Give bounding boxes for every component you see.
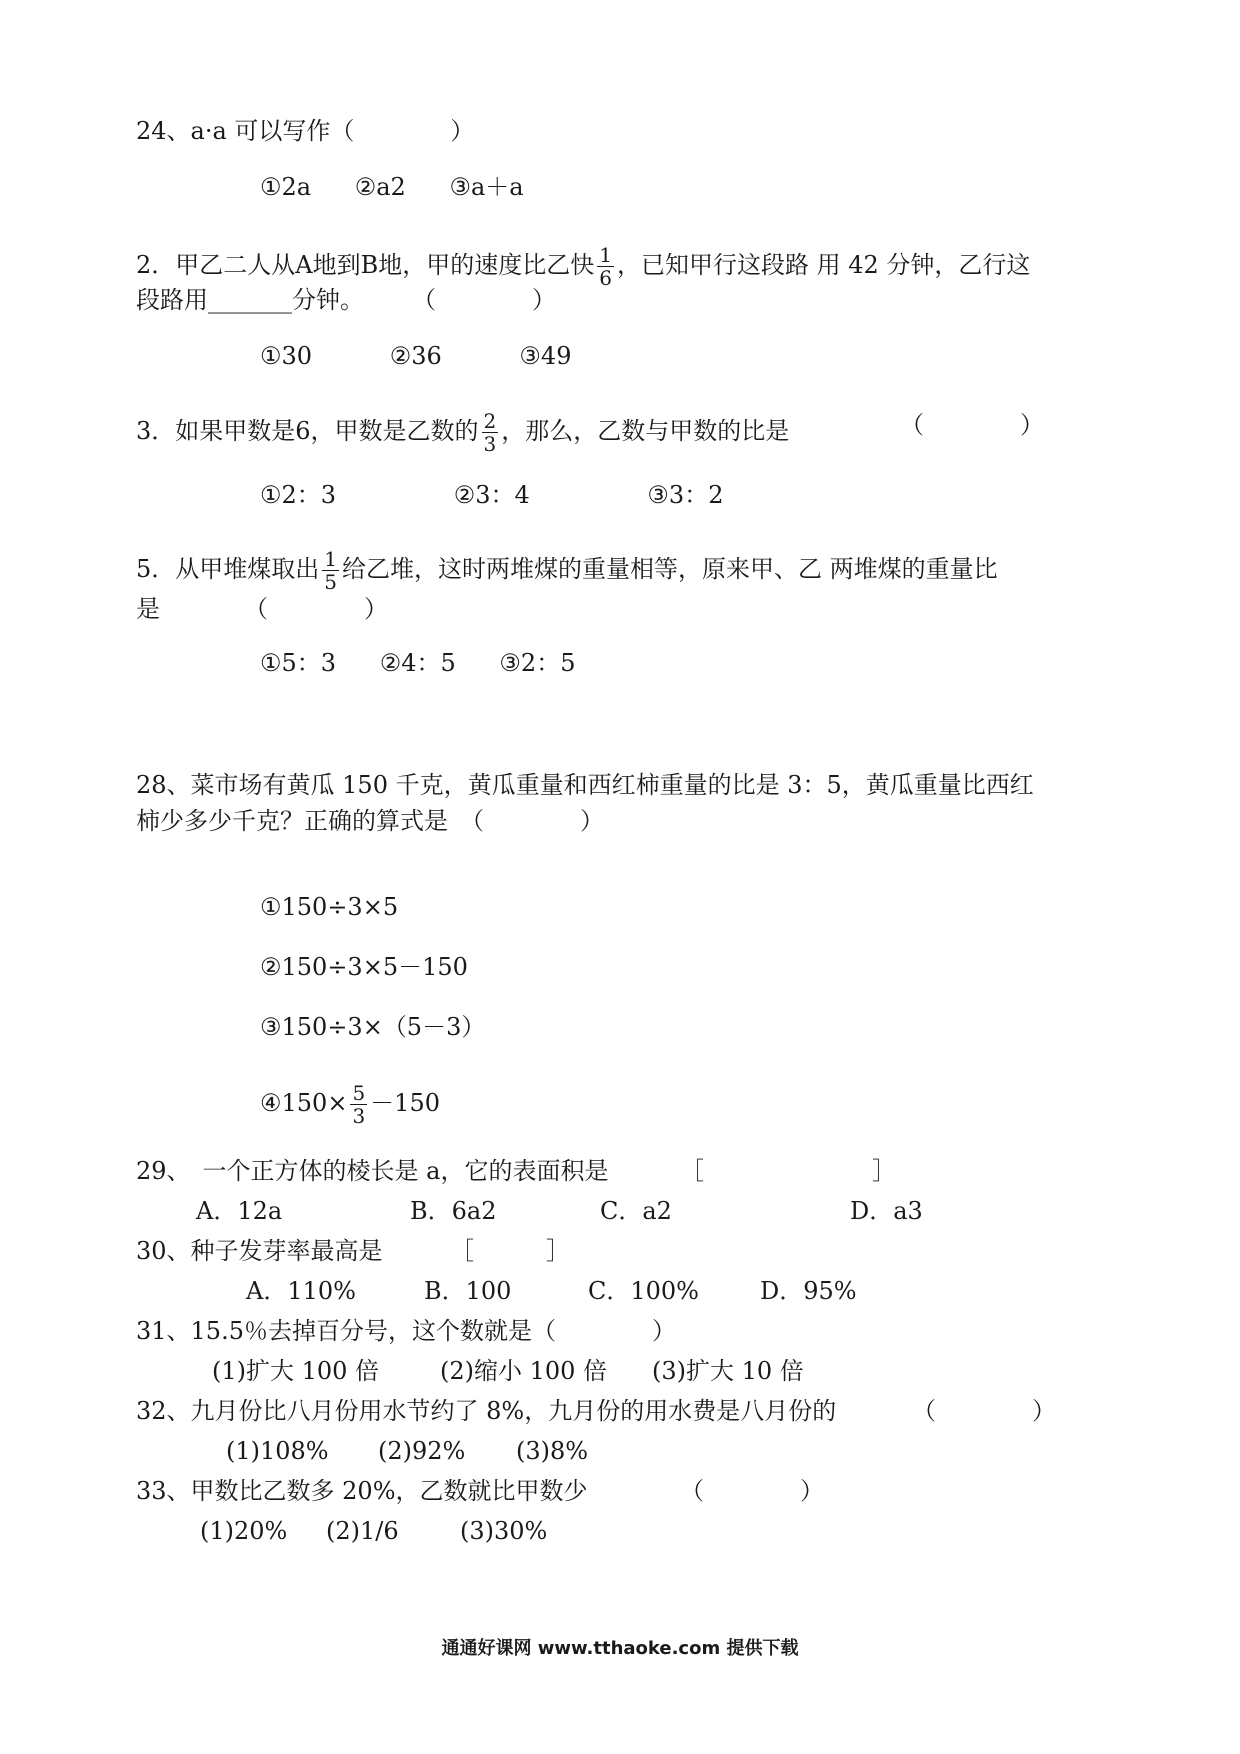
option: ④150×	[260, 1089, 348, 1117]
option: ③3：2	[647, 481, 724, 509]
fraction	[322, 548, 339, 593]
question-29-option-c	[600, 1196, 672, 1226]
option: D．95%	[760, 1277, 857, 1305]
question-31-option-2	[440, 1356, 607, 1386]
question-24	[136, 116, 474, 146]
option: (2)1/6	[326, 1517, 399, 1545]
fraction-denominator: 5	[324, 570, 338, 594]
question-24-stem: 24、a·a 可以写作（ ）	[136, 117, 475, 145]
question-31-option-3	[652, 1356, 804, 1386]
answer-paren-text: （ ）	[680, 1477, 824, 1505]
option: B．100	[424, 1277, 512, 1305]
question-3	[136, 410, 789, 455]
option: ③49	[519, 342, 572, 370]
question-29-option-a	[196, 1196, 282, 1226]
option: (2)缩小 100 倍	[440, 1357, 608, 1385]
question-28-option-4	[260, 1082, 440, 1127]
option: B．6a2	[410, 1197, 497, 1225]
answer-paren-text: （ ）	[912, 1397, 1056, 1425]
option: (1)20%	[200, 1517, 288, 1545]
option: ②4：5	[379, 649, 456, 677]
question-2-stem-line2: 段路用_______分钟。 （ ）	[136, 286, 556, 314]
footer-source: 通通好课网 www.tthaoke.com 提供下载	[441, 1638, 799, 1659]
fraction-numerator: 2	[483, 409, 497, 433]
fraction-denominator: 3	[352, 1104, 366, 1128]
question-5-options	[260, 648, 575, 678]
question-5-line2	[136, 594, 388, 624]
fraction-denominator: 3	[483, 432, 497, 456]
question-28-option-1	[260, 892, 398, 922]
option: ③2：5	[499, 649, 576, 677]
question-30-option-c	[588, 1276, 699, 1306]
option: ①150÷3×5	[260, 893, 399, 921]
question-29	[136, 1156, 608, 1186]
answer-paren	[680, 1476, 824, 1506]
question-2-stem-cont: ，已知甲行这段路 用 42 分钟，乙行这	[616, 251, 1031, 279]
answer-paren-text: （ ）	[900, 411, 1044, 439]
question-32-option-3	[516, 1436, 588, 1466]
option: ①5：3	[260, 649, 337, 677]
question-2-line2	[136, 285, 556, 315]
question-28-option-2	[260, 952, 468, 982]
option: ①2：3	[260, 481, 337, 509]
question-30-option-b	[424, 1276, 511, 1306]
option: ③150÷3×（5－3）	[260, 1013, 486, 1041]
option: C．a2	[600, 1197, 672, 1225]
question-28-line2	[136, 806, 604, 836]
fraction	[350, 1082, 367, 1127]
question-31-stem: 31、15.5％去掉百分号，这个数就是（ ）	[136, 1317, 676, 1345]
answer-bracket-text: ［ ］	[450, 1237, 570, 1265]
option: (1)108%	[226, 1437, 329, 1465]
question-31	[136, 1316, 676, 1346]
question-5-stem: 5．从甲堆煤取出	[136, 555, 320, 583]
option: A．110%	[246, 1277, 356, 1305]
answer-bracket-text: ［ ］	[680, 1157, 896, 1185]
option: (2)92%	[378, 1437, 466, 1465]
question-5-stem-cont: 给乙堆，这时两堆煤的重量相等，原来甲、乙 两堆煤的重量比	[342, 555, 998, 583]
answer-paren	[900, 410, 1044, 440]
question-3-stem-cont: ，那么，乙数与甲数的比是	[501, 417, 790, 445]
question-29-stem: 29、 一个正方体的棱长是 a，它的表面积是	[136, 1157, 609, 1185]
question-3-options	[260, 480, 723, 510]
question-33-option-1	[200, 1516, 287, 1546]
option: ①2a	[260, 173, 312, 201]
answer-bracket	[450, 1236, 570, 1266]
question-32-option-1	[226, 1436, 329, 1466]
option: ③a＋a	[449, 173, 524, 201]
option: (3)扩大 10 倍	[652, 1357, 804, 1385]
question-31-option-1	[212, 1356, 379, 1386]
answer-paren	[912, 1396, 1056, 1426]
option: ②a2	[354, 173, 406, 201]
question-33-stem: 33、甲数比乙数多 20%，乙数就比甲数少	[136, 1477, 588, 1505]
question-28-stem: 28、菜市场有黄瓜 150 千克，黄瓜重量和西红柿重量的比是 3：5，黄瓜重量比西红	[136, 771, 1034, 799]
question-2	[136, 244, 1030, 289]
question-28-option-3	[260, 1012, 485, 1042]
question-30-option-a	[246, 1276, 356, 1306]
option: C．100%	[588, 1277, 699, 1305]
fraction-denominator: 6	[599, 266, 612, 290]
option: ②150÷3×5－150	[260, 953, 468, 981]
option: (1)扩大 100 倍	[212, 1357, 380, 1385]
question-2-stem: 2．甲乙二人从A地到B地，甲的速度比乙快	[136, 251, 595, 279]
option: (3)8%	[516, 1437, 589, 1465]
option: ①30	[260, 342, 313, 370]
question-2-options	[260, 341, 571, 371]
question-33	[136, 1476, 588, 1506]
fraction	[482, 410, 499, 455]
question-33-option-2	[326, 1516, 399, 1546]
fraction-numerator: 1	[599, 243, 612, 267]
option: ②3：4	[453, 481, 530, 509]
answer-bracket	[680, 1156, 896, 1186]
question-24-options	[260, 172, 524, 202]
question-33-option-3	[460, 1516, 547, 1546]
option-cont: －150	[370, 1089, 440, 1117]
question-29-option-d	[850, 1196, 923, 1226]
fraction-numerator: 1	[324, 547, 338, 571]
question-28-stem-line2: 柿少多少千克？正确的算式是 （ ）	[136, 807, 604, 835]
question-5-stem-line2: 是 （ ）	[136, 595, 388, 623]
fraction	[597, 244, 614, 289]
option: A．12a	[196, 1197, 283, 1225]
question-32-option-2	[378, 1436, 465, 1466]
question-32-stem: 32、九月份比八月份用水节约了 8%，九月份的用水费是八月份的	[136, 1397, 837, 1425]
option: ②36	[389, 342, 442, 370]
question-29-option-b	[410, 1196, 496, 1226]
fraction-numerator: 5	[352, 1081, 366, 1105]
question-30	[136, 1236, 383, 1266]
option: D．a3	[850, 1197, 923, 1225]
question-28	[136, 770, 1034, 800]
question-5	[136, 548, 998, 593]
question-30-stem: 30、种子发芽率最高是	[136, 1237, 383, 1265]
question-30-option-d	[760, 1276, 857, 1306]
option: (3)30%	[460, 1517, 548, 1545]
question-3-stem: 3．如果甲数是6，甲数是乙数的	[136, 417, 479, 445]
question-32	[136, 1396, 836, 1426]
